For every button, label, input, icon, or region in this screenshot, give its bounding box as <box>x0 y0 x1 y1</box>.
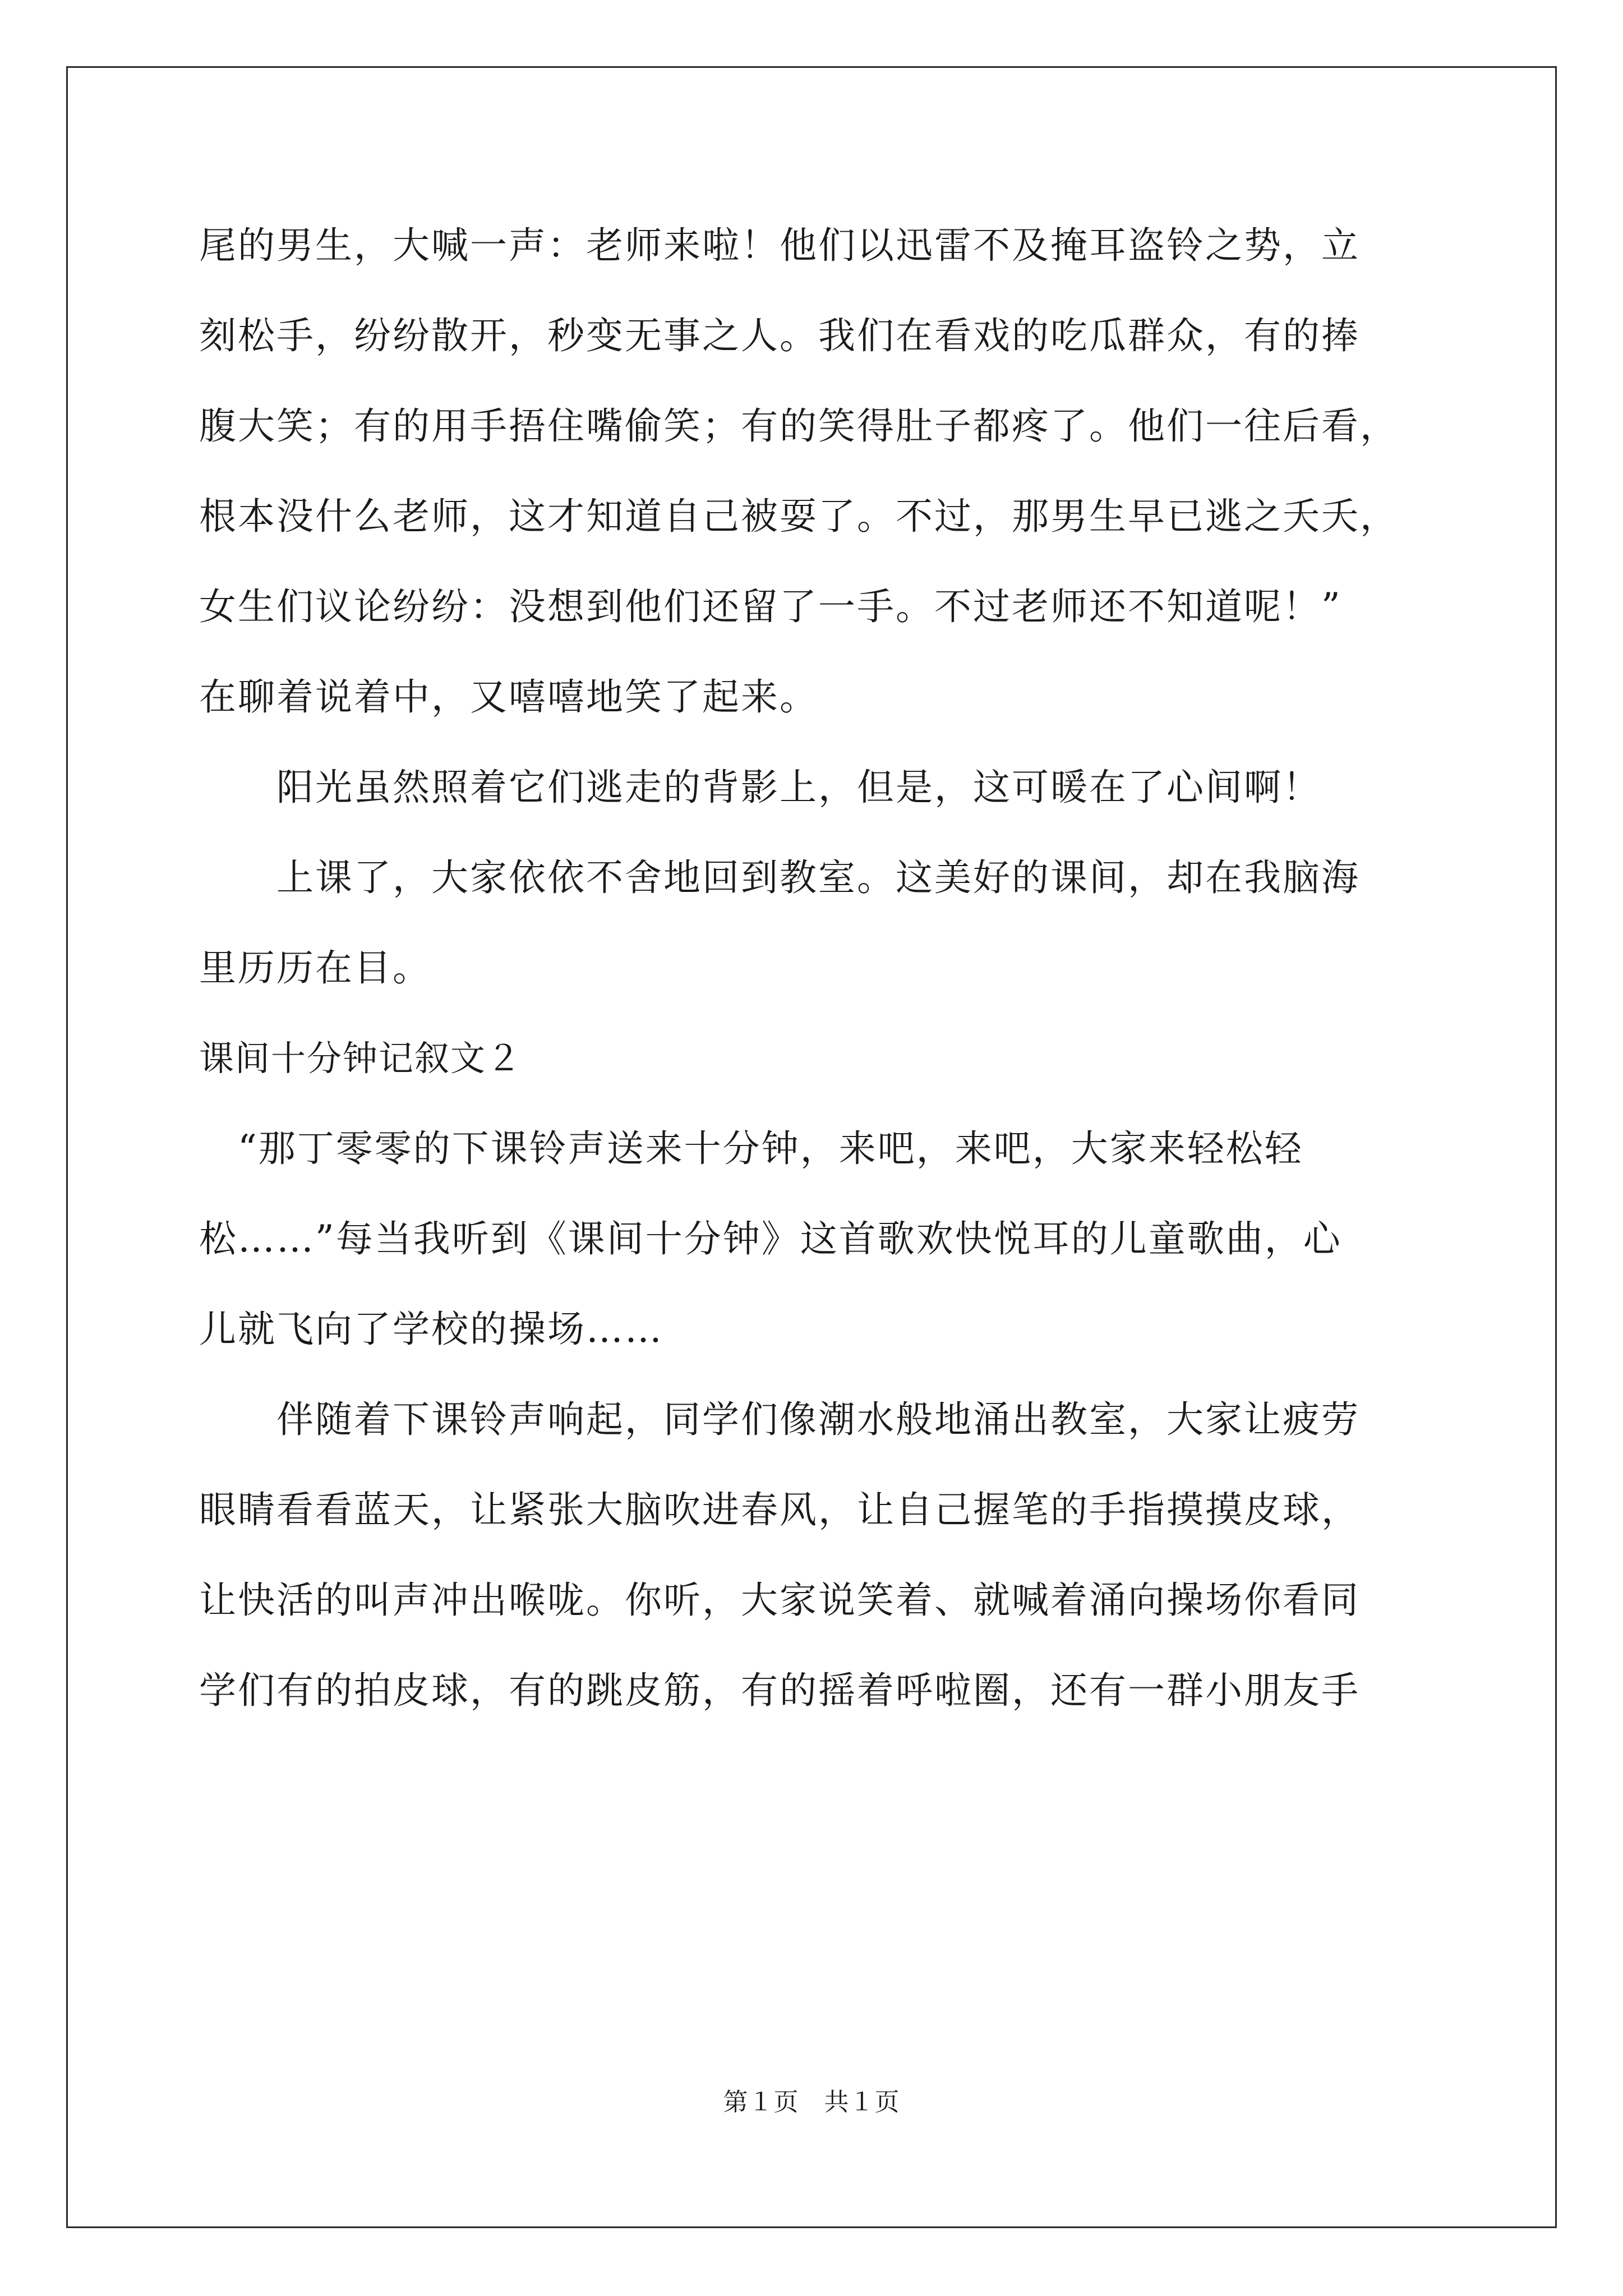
paragraph-line: 刻松手，纷纷散开，秒变无事之人。我们在看戏的吃瓜群众，有的捧 <box>199 314 1360 357</box>
paragraph-line: 根本没什么老师，这才知道自己被耍了。不过，那男生早已逃之夭夭， <box>199 495 1399 538</box>
paragraph-line: 让快活的叫声冲出喉咙。你听，大家说笑着、就喊着涌向操场你看同 <box>199 1579 1360 1622</box>
paragraph-line: 尾的男生，大喊一声：老师来啦！他们以迅雷不及掩耳盗铃之势，立 <box>199 224 1360 267</box>
paragraph-line: 在聊着说着中，又嘻嘻地笑了起来。 <box>199 675 818 719</box>
paragraph-line: 眼睛看看蓝天，让紧张大脑吹进春风，让自己握笔的手指摸摸皮球， <box>199 1488 1360 1531</box>
paragraph-line: 伴随着下课铃声响起，同学们像潮水般地涌出教室，大家让疲劳 <box>199 1398 1360 1441</box>
page-number: 第１页 共１页 <box>723 2088 900 2116</box>
paragraph-line: 儿就飞向了学校的操场…… <box>199 1308 663 1351</box>
paragraph-line: 松……”每当我听到《课间十分钟》这首歌欢快悦耳的儿童歌曲，心 <box>199 1217 1342 1260</box>
paragraph-line: 上课了，大家依依不舍地回到教室。这美好的课间，却在我脑海 <box>199 856 1360 899</box>
paragraph-line: 里历历在目。 <box>199 946 431 990</box>
paragraph-line: 阳光虽然照着它们逃走的背影上，但是，这可暖在了心间啊！ <box>199 766 1321 809</box>
paragraph-line: “那丁零零的下课铃声送来十分钟，来吧，来吧，大家来轻松轻 <box>199 1127 1303 1170</box>
section-heading: 课间十分钟记叙文２ <box>199 1038 523 1079</box>
paragraph-line: 女生们议论纷纷：没想到他们还留了一手。不过老师还不知道呢！” <box>199 585 1342 628</box>
paragraph-line: 腹大笑；有的用手捂住嘴偷笑；有的笑得肚子都疼了。他们一往后看， <box>199 404 1399 448</box>
paragraph-line: 学们有的拍皮球，有的跳皮筋，有的摇着呼啦圈，还有一群小朋友手 <box>199 1669 1360 1712</box>
